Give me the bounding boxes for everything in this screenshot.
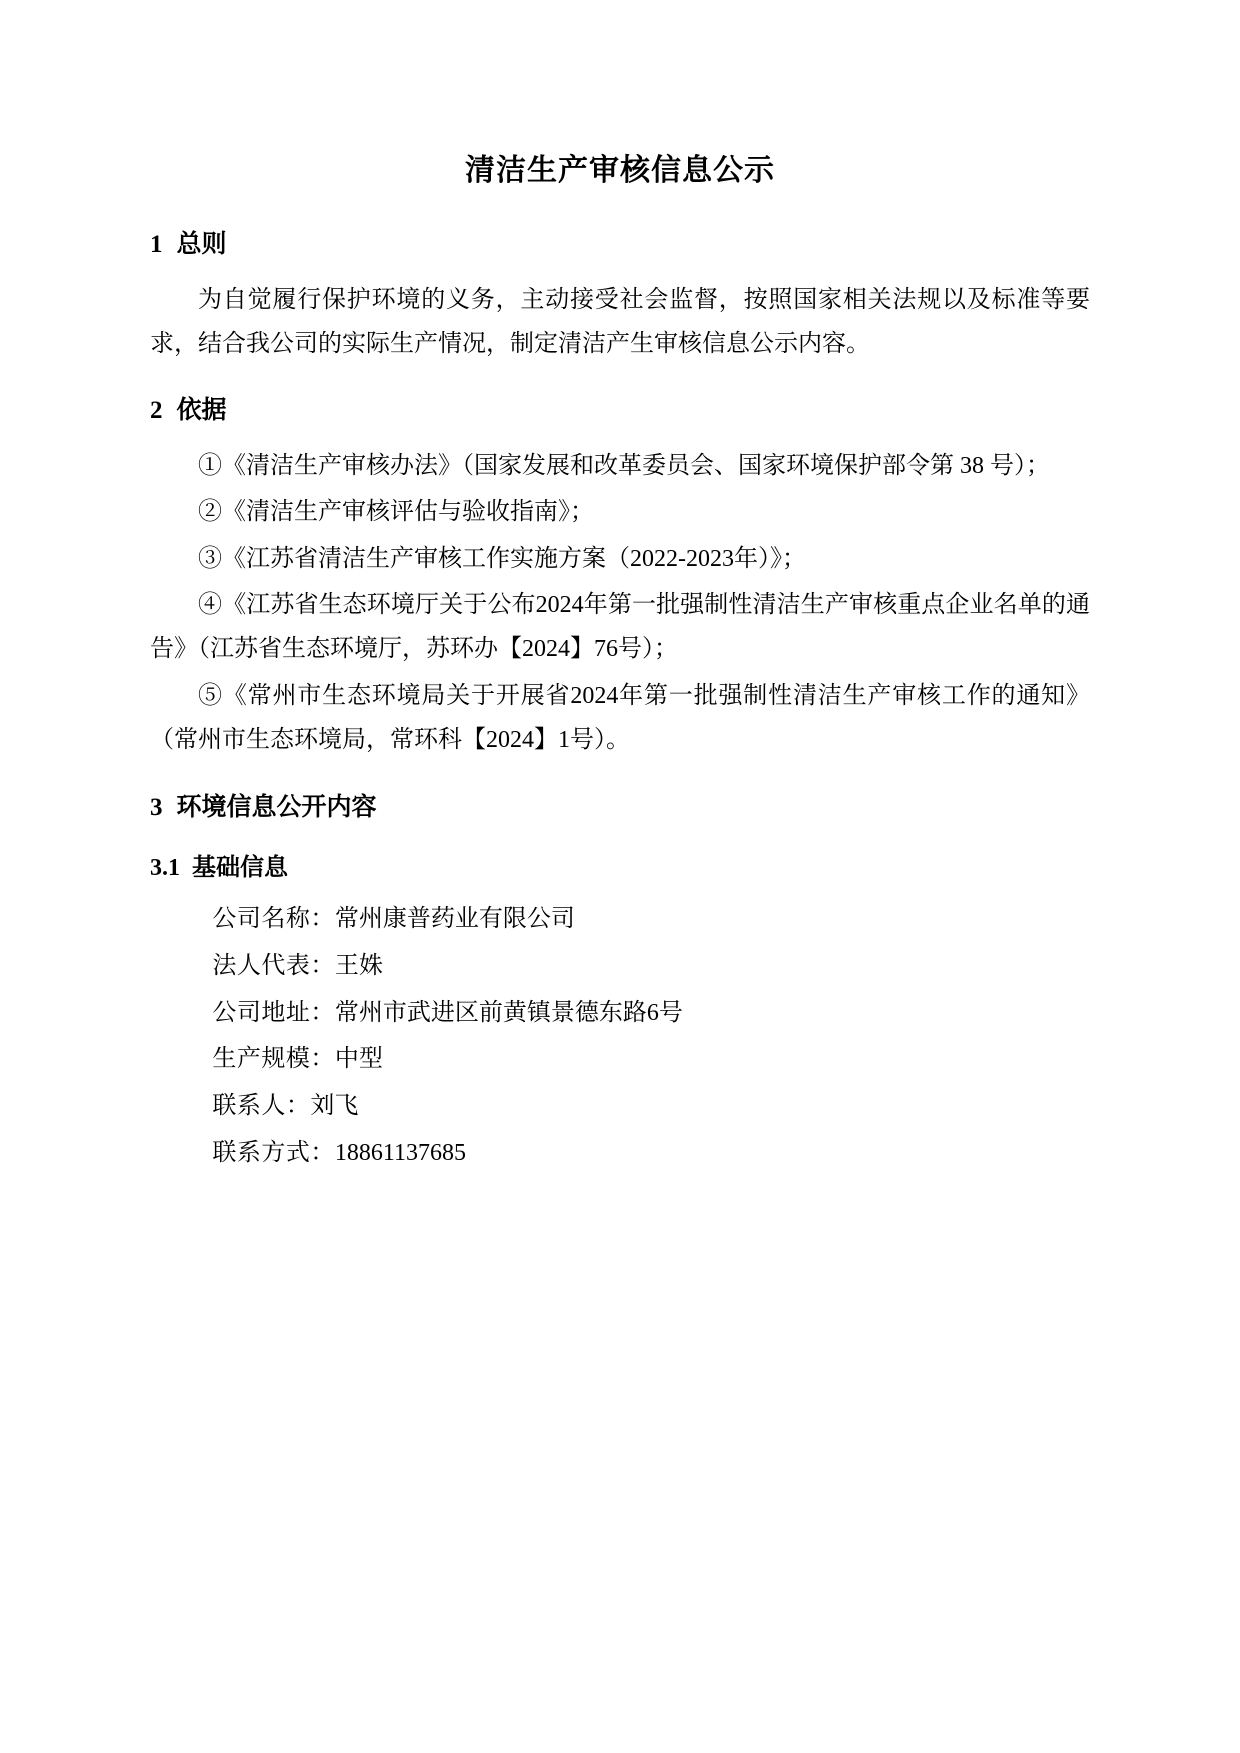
basic-info-list [150,896,1090,1177]
subsection-heading-3-1 [150,850,1090,886]
company-name-value: 常州康普药业有限公司 [334,906,575,933]
company-name-label: 公司名称： [212,906,335,933]
company-address-value: 常州市武进区前黄镇景德东路6号 [334,999,683,1026]
company-address-label: 公司地址： [212,999,335,1026]
section-2-paragraph-3: ③《江苏省清洁生产审核工作实施方案（2022-2023年）》； [198,545,806,572]
list-item [150,990,1090,1037]
section-heading-2 [150,392,1090,430]
production-scale-value: 中型 [334,1046,383,1073]
section-title-3: 环境信息公开内容 [176,793,377,821]
subsection-number-3-1: 3.1 [150,855,180,882]
section-number-3: 3 [150,793,163,821]
section-2-paragraph-4: ④《江苏省生态环境厅关于公布2024年第一批强制性清洁生产审核重点企业名单的通告》（江苏省生态环境厅，苏环办【2024】76号）； [150,591,1090,663]
contact-person-value: 刘飞 [310,1093,359,1120]
page-title: 清洁生产审核信息公示 [465,154,775,187]
list-item [150,943,1090,990]
list-item [150,896,1090,943]
legal-representative-value: 王姝 [334,952,383,979]
section-heading-3 [150,789,1090,827]
section-heading-1 [150,226,1090,264]
section-title-2: 依据 [176,397,227,425]
section-2-paragraph-1: ①《清洁生产审核办法》（国家发展和改革委员会、国家环境保护部令第 38 号）； [198,452,1050,479]
list-item [150,1130,1090,1177]
section-2-paragraph-5: ⑤《常州市生态环境局关于开展省2024年第一批强制性清洁生产审核工作的通知》（常州市生态环境局，常环科【2024】1号）。 [150,682,1090,754]
section-number-2: 2 [150,397,163,425]
section-2-paragraph-2: ②《清洁生产审核评估与验收指南》； [198,499,594,526]
section-1-paragraph-1: 为自觉履行保护环境的义务，主动接受社会监督，按照国家相关法规以及标准等要求，结合我公司的实际生产情况，制定清洁产生审核信息公示内容。 [150,286,1090,357]
contact-phone-value: 18861137685 [334,1140,466,1166]
section-number-1: 1 [150,231,163,258]
contact-person-label: 联系人： [212,1093,311,1120]
list-item [150,1036,1090,1083]
contact-phone-label: 联系方式： [212,1140,335,1166]
production-scale-label: 生产规模： [212,1046,335,1073]
subsection-title-3-1: 基础信息 [192,855,288,882]
legal-representative-label: 法人代表： [212,952,335,979]
section-title-1: 总则 [176,231,227,258]
list-item [150,1083,1090,1130]
